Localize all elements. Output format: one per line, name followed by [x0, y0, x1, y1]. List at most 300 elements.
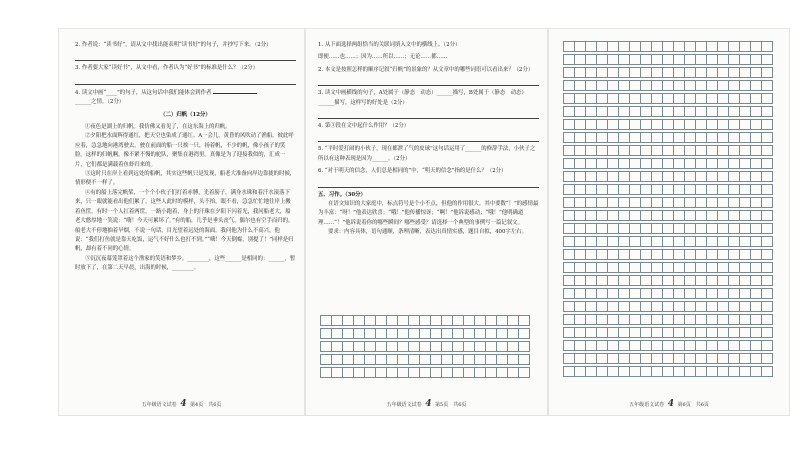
grid-cell[interactable] [586, 263, 597, 273]
grid-cell[interactable] [354, 355, 365, 365]
grid-cell[interactable] [630, 120, 641, 130]
grid-cell[interactable] [762, 146, 773, 156]
grid-cell[interactable] [707, 185, 718, 195]
grid-cell[interactable] [696, 94, 707, 104]
grid-cell[interactable] [619, 172, 630, 182]
grid-cell[interactable] [696, 276, 707, 286]
grid-cell[interactable] [762, 276, 773, 286]
grid-cell[interactable] [321, 316, 332, 326]
grid-cell[interactable] [663, 328, 674, 338]
grid-cell[interactable] [321, 329, 332, 339]
grid-cell[interactable] [740, 354, 751, 364]
grid-cell[interactable] [575, 289, 586, 299]
grid-cell[interactable] [343, 316, 354, 326]
grid-cell[interactable] [575, 302, 586, 312]
grid-cell[interactable] [751, 107, 762, 117]
grid-cell[interactable] [332, 329, 343, 339]
grid-cell[interactable] [674, 185, 685, 195]
grid-cell[interactable] [619, 68, 630, 78]
grid-cell[interactable] [751, 68, 762, 78]
grid-cell[interactable] [586, 341, 597, 351]
grid-cell[interactable] [740, 42, 751, 52]
grid-cell[interactable] [707, 289, 718, 299]
grid-cell[interactable] [762, 133, 773, 143]
grid-cell[interactable] [729, 68, 740, 78]
grid-cell[interactable] [630, 289, 641, 299]
grid-cell[interactable] [575, 263, 586, 273]
grid-cell[interactable] [508, 329, 519, 339]
grid-cell[interactable] [442, 342, 453, 352]
grid-cell[interactable] [564, 367, 575, 377]
grid-cell[interactable] [718, 198, 729, 208]
grid-cell[interactable] [674, 315, 685, 325]
grid-cell[interactable] [718, 68, 729, 78]
grid-cell[interactable] [387, 329, 398, 339]
grid-cell[interactable] [597, 211, 608, 221]
grid-cell[interactable] [586, 328, 597, 338]
grid-cell[interactable] [740, 68, 751, 78]
grid-cell[interactable] [685, 289, 696, 299]
grid-cell[interactable] [619, 185, 630, 195]
grid-cell[interactable] [608, 120, 619, 130]
grid-cell[interactable] [751, 146, 762, 156]
grid-cell[interactable] [729, 276, 740, 286]
grid-cell[interactable] [586, 276, 597, 286]
grid-cell[interactable] [685, 367, 696, 377]
grid-cell[interactable] [597, 328, 608, 338]
grid-cell[interactable] [475, 316, 486, 326]
grid-cell[interactable] [729, 250, 740, 260]
grid-cell[interactable] [707, 302, 718, 312]
grid-cell[interactable] [718, 276, 729, 286]
grid-cell[interactable] [762, 81, 773, 91]
grid-cell[interactable] [652, 302, 663, 312]
grid-cell[interactable] [674, 354, 685, 364]
grid-cell[interactable] [442, 316, 453, 326]
grid-cell[interactable] [464, 368, 475, 378]
grid-cell[interactable] [718, 328, 729, 338]
grid-cell[interactable] [674, 172, 685, 182]
grid-cell[interactable] [663, 341, 674, 351]
grid-cell[interactable] [707, 250, 718, 260]
grid-cell[interactable] [652, 107, 663, 117]
grid-cell[interactable] [707, 94, 718, 104]
grid-cell[interactable] [740, 315, 751, 325]
grid-cell[interactable] [497, 368, 508, 378]
grid-cell[interactable] [608, 185, 619, 195]
grid-cell[interactable] [575, 354, 586, 364]
grid-cell[interactable] [564, 120, 575, 130]
grid-cell[interactable] [387, 316, 398, 326]
grid-cell[interactable] [630, 341, 641, 351]
grid-cell[interactable] [762, 55, 773, 65]
grid-cell[interactable] [619, 133, 630, 143]
grid-cell[interactable] [497, 316, 508, 326]
grid-cell[interactable] [707, 211, 718, 221]
grid-cell[interactable] [608, 172, 619, 182]
grid-cell[interactable] [608, 224, 619, 234]
grid-cell[interactable] [652, 120, 663, 130]
grid-cell[interactable] [652, 341, 663, 351]
grid-cell[interactable] [619, 276, 630, 286]
grid-cell[interactable] [564, 315, 575, 325]
grid-cell[interactable] [718, 172, 729, 182]
grid-cell[interactable] [608, 237, 619, 247]
grid-cell[interactable] [685, 328, 696, 338]
grid-cell[interactable] [398, 355, 409, 365]
grid-cell[interactable] [751, 120, 762, 130]
grid-cell[interactable] [762, 341, 773, 351]
grid-cell[interactable] [696, 224, 707, 234]
grid-cell[interactable] [696, 55, 707, 65]
grid-cell[interactable] [718, 81, 729, 91]
grid-cell[interactable] [597, 146, 608, 156]
grid-cell[interactable] [597, 133, 608, 143]
grid-cell[interactable] [641, 68, 652, 78]
grid-cell[interactable] [751, 302, 762, 312]
grid-cell[interactable] [641, 55, 652, 65]
grid-cell[interactable] [652, 237, 663, 247]
grid-cell[interactable] [376, 329, 387, 339]
grid-cell[interactable] [575, 42, 586, 52]
grid-cell[interactable] [641, 94, 652, 104]
grid-cell[interactable] [740, 198, 751, 208]
grid-cell[interactable] [365, 342, 376, 352]
grid-cell[interactable] [564, 185, 575, 195]
grid-cell[interactable] [652, 224, 663, 234]
grid-cell[interactable] [564, 341, 575, 351]
grid-cell[interactable] [707, 120, 718, 130]
grid-cell[interactable] [630, 107, 641, 117]
grid-cell[interactable] [619, 146, 630, 156]
grid-cell[interactable] [663, 185, 674, 195]
grid-cell[interactable] [475, 342, 486, 352]
grid-cell[interactable] [685, 68, 696, 78]
grid-cell[interactable] [630, 302, 641, 312]
grid-cell[interactable] [597, 263, 608, 273]
grid-cell[interactable] [442, 368, 453, 378]
grid-cell[interactable] [740, 55, 751, 65]
grid-cell[interactable] [729, 120, 740, 130]
grid-cell[interactable] [685, 250, 696, 260]
grid-cell[interactable] [564, 263, 575, 273]
grid-cell[interactable] [608, 341, 619, 351]
grid-cell[interactable] [586, 133, 597, 143]
grid-cell[interactable] [740, 367, 751, 377]
grid-cell[interactable] [718, 302, 729, 312]
grid-cell[interactable] [586, 237, 597, 247]
grid-cell[interactable] [597, 224, 608, 234]
grid-cell[interactable] [630, 198, 641, 208]
grid-cell[interactable] [630, 250, 641, 260]
grid-cell[interactable] [707, 107, 718, 117]
grid-cell[interactable] [685, 302, 696, 312]
grid-cell[interactable] [641, 198, 652, 208]
grid-cell[interactable] [685, 185, 696, 195]
grid-cell[interactable] [575, 211, 586, 221]
grid-cell[interactable] [608, 107, 619, 117]
grid-cell[interactable] [641, 172, 652, 182]
grid-cell[interactable] [575, 328, 586, 338]
grid-cell[interactable] [729, 341, 740, 351]
grid-cell[interactable] [652, 289, 663, 299]
grid-cell[interactable] [663, 94, 674, 104]
grid-cell[interactable] [365, 316, 376, 326]
grid-cell[interactable] [707, 172, 718, 182]
grid-cell[interactable] [630, 81, 641, 91]
grid-cell[interactable] [663, 120, 674, 130]
grid-cell[interactable] [729, 42, 740, 52]
grid-cell[interactable] [420, 342, 431, 352]
grid-cell[interactable] [608, 42, 619, 52]
grid-cell[interactable] [619, 55, 630, 65]
grid-cell[interactable] [641, 42, 652, 52]
grid-cell[interactable] [674, 133, 685, 143]
grid-cell[interactable] [575, 185, 586, 195]
grid-cell[interactable] [663, 55, 674, 65]
grid-cell[interactable] [685, 172, 696, 182]
grid-cell[interactable] [718, 107, 729, 117]
grid-cell[interactable] [751, 289, 762, 299]
grid-cell[interactable] [575, 107, 586, 117]
grid-cell[interactable] [586, 42, 597, 52]
grid-cell[interactable] [707, 81, 718, 91]
grid-cell[interactable] [762, 68, 773, 78]
grid-cell[interactable] [597, 367, 608, 377]
grid-cell[interactable] [332, 368, 343, 378]
grid-cell[interactable] [696, 42, 707, 52]
grid-cell[interactable] [674, 198, 685, 208]
grid-cell[interactable] [696, 211, 707, 221]
grid-cell[interactable] [597, 237, 608, 247]
grid-cell[interactable] [685, 159, 696, 169]
grid-cell[interactable] [641, 367, 652, 377]
grid-cell[interactable] [586, 107, 597, 117]
grid-cell[interactable] [740, 289, 751, 299]
grid-cell[interactable] [674, 107, 685, 117]
grid-cell[interactable] [674, 120, 685, 130]
grid-cell[interactable] [652, 55, 663, 65]
grid-cell[interactable] [674, 289, 685, 299]
grid-cell[interactable] [718, 237, 729, 247]
grid-cell[interactable] [674, 224, 685, 234]
grid-cell[interactable] [652, 315, 663, 325]
grid-cell[interactable] [652, 276, 663, 286]
grid-cell[interactable] [696, 341, 707, 351]
grid-cell[interactable] [564, 276, 575, 286]
grid-cell[interactable] [619, 120, 630, 130]
grid-cell[interactable] [409, 368, 420, 378]
grid-cell[interactable] [586, 354, 597, 364]
grid-cell[interactable] [564, 68, 575, 78]
grid-cell[interactable] [674, 237, 685, 247]
grid-cell[interactable] [751, 172, 762, 182]
grid-cell[interactable] [751, 341, 762, 351]
grid-cell[interactable] [354, 329, 365, 339]
grid-cell[interactable] [442, 355, 453, 365]
grid-cell[interactable] [707, 146, 718, 156]
grid-cell[interactable] [354, 368, 365, 378]
grid-cell[interactable] [630, 68, 641, 78]
grid-cell[interactable] [707, 237, 718, 247]
grid-cell[interactable] [696, 68, 707, 78]
grid-cell[interactable] [663, 172, 674, 182]
grid-cell[interactable] [718, 185, 729, 195]
grid-cell[interactable] [641, 211, 652, 221]
grid-cell[interactable] [685, 237, 696, 247]
grid-cell[interactable] [762, 120, 773, 130]
grid-cell[interactable] [685, 107, 696, 117]
grid-cell[interactable] [608, 55, 619, 65]
grid-cell[interactable] [696, 328, 707, 338]
grid-cell[interactable] [564, 172, 575, 182]
grid-cell[interactable] [354, 342, 365, 352]
grid-cell[interactable] [630, 211, 641, 221]
grid-cell[interactable] [762, 159, 773, 169]
grid-cell[interactable] [685, 198, 696, 208]
grid-cell[interactable] [564, 133, 575, 143]
grid-cell[interactable] [652, 159, 663, 169]
grid-cell[interactable] [696, 367, 707, 377]
grid-cell[interactable] [696, 146, 707, 156]
grid-cell[interactable] [398, 316, 409, 326]
grid-cell[interactable] [564, 94, 575, 104]
grid-cell[interactable] [420, 355, 431, 365]
grid-cell[interactable] [608, 315, 619, 325]
grid-cell[interactable] [718, 211, 729, 221]
grid-cell[interactable] [519, 355, 530, 365]
grid-cell[interactable] [641, 81, 652, 91]
grid-cell[interactable] [729, 133, 740, 143]
grid-cell[interactable] [630, 224, 641, 234]
grid-cell[interactable] [619, 315, 630, 325]
grid-cell[interactable] [564, 42, 575, 52]
grid-cell[interactable] [696, 237, 707, 247]
grid-cell[interactable] [663, 107, 674, 117]
grid-cell[interactable] [597, 250, 608, 260]
grid-cell[interactable] [575, 315, 586, 325]
grid-cell[interactable] [475, 329, 486, 339]
grid-cell[interactable] [464, 329, 475, 339]
grid-cell[interactable] [751, 211, 762, 221]
grid-cell[interactable] [663, 237, 674, 247]
grid-cell[interactable] [674, 302, 685, 312]
grid-cell[interactable] [740, 302, 751, 312]
grid-cell[interactable] [707, 68, 718, 78]
grid-cell[interactable] [608, 354, 619, 364]
grid-cell[interactable] [751, 42, 762, 52]
grid-cell[interactable] [564, 328, 575, 338]
grid-cell[interactable] [762, 367, 773, 377]
grid-cell[interactable] [608, 68, 619, 78]
grid-cell[interactable] [652, 328, 663, 338]
grid-cell[interactable] [718, 289, 729, 299]
grid-cell[interactable] [597, 107, 608, 117]
grid-cell[interactable] [321, 368, 332, 378]
grid-cell[interactable] [762, 250, 773, 260]
grid-cell[interactable] [376, 355, 387, 365]
grid-cell[interactable] [597, 302, 608, 312]
grid-cell[interactable] [707, 133, 718, 143]
grid-cell[interactable] [453, 355, 464, 365]
grid-cell[interactable] [365, 368, 376, 378]
grid-cell[interactable] [597, 42, 608, 52]
grid-cell[interactable] [354, 316, 365, 326]
grid-cell[interactable] [718, 146, 729, 156]
grid-cell[interactable] [685, 354, 696, 364]
grid-cell[interactable] [696, 354, 707, 364]
grid-cell[interactable] [431, 329, 442, 339]
grid-cell[interactable] [619, 94, 630, 104]
grid-cell[interactable] [641, 133, 652, 143]
grid-cell[interactable] [586, 367, 597, 377]
grid-cell[interactable] [409, 316, 420, 326]
grid-cell[interactable] [619, 224, 630, 234]
grid-cell[interactable] [608, 198, 619, 208]
grid-cell[interactable] [630, 185, 641, 195]
grid-cell[interactable] [564, 302, 575, 312]
grid-cell[interactable] [376, 316, 387, 326]
grid-cell[interactable] [575, 250, 586, 260]
grid-cell[interactable] [619, 107, 630, 117]
grid-cell[interactable] [321, 342, 332, 352]
grid-cell[interactable] [663, 315, 674, 325]
grid-cell[interactable] [376, 368, 387, 378]
grid-cell[interactable] [707, 263, 718, 273]
grid-cell[interactable] [740, 276, 751, 286]
grid-cell[interactable] [641, 328, 652, 338]
grid-cell[interactable] [630, 276, 641, 286]
grid-cell[interactable] [762, 94, 773, 104]
grid-cell[interactable] [663, 367, 674, 377]
grid-cell[interactable] [751, 224, 762, 234]
grid-cell[interactable] [652, 146, 663, 156]
grid-cell[interactable] [751, 94, 762, 104]
grid-cell[interactable] [663, 276, 674, 286]
grid-cell[interactable] [751, 263, 762, 273]
grid-cell[interactable] [575, 341, 586, 351]
grid-cell[interactable] [519, 342, 530, 352]
grid-cell[interactable] [575, 198, 586, 208]
grid-cell[interactable] [597, 185, 608, 195]
grid-cell[interactable] [431, 355, 442, 365]
grid-cell[interactable] [740, 133, 751, 143]
grid-cell[interactable] [597, 341, 608, 351]
grid-cell[interactable] [652, 185, 663, 195]
grid-cell[interactable] [685, 94, 696, 104]
grid-cell[interactable] [343, 355, 354, 365]
grid-cell[interactable] [586, 55, 597, 65]
grid-cell[interactable] [564, 198, 575, 208]
grid-cell[interactable] [740, 237, 751, 247]
grid-cell[interactable] [696, 302, 707, 312]
grid-cell[interactable] [729, 94, 740, 104]
grid-cell[interactable] [608, 289, 619, 299]
grid-cell[interactable] [398, 342, 409, 352]
grid-cell[interactable] [641, 354, 652, 364]
grid-cell[interactable] [751, 81, 762, 91]
grid-cell[interactable] [453, 316, 464, 326]
grid-cell[interactable] [486, 316, 497, 326]
grid-cell[interactable] [597, 68, 608, 78]
grid-cell[interactable] [762, 107, 773, 117]
grid-cell[interactable] [608, 276, 619, 286]
grid-cell[interactable] [740, 211, 751, 221]
grid-cell[interactable] [718, 133, 729, 143]
grid-cell[interactable] [696, 107, 707, 117]
grid-cell[interactable] [652, 68, 663, 78]
answer-line[interactable] [318, 111, 539, 119]
